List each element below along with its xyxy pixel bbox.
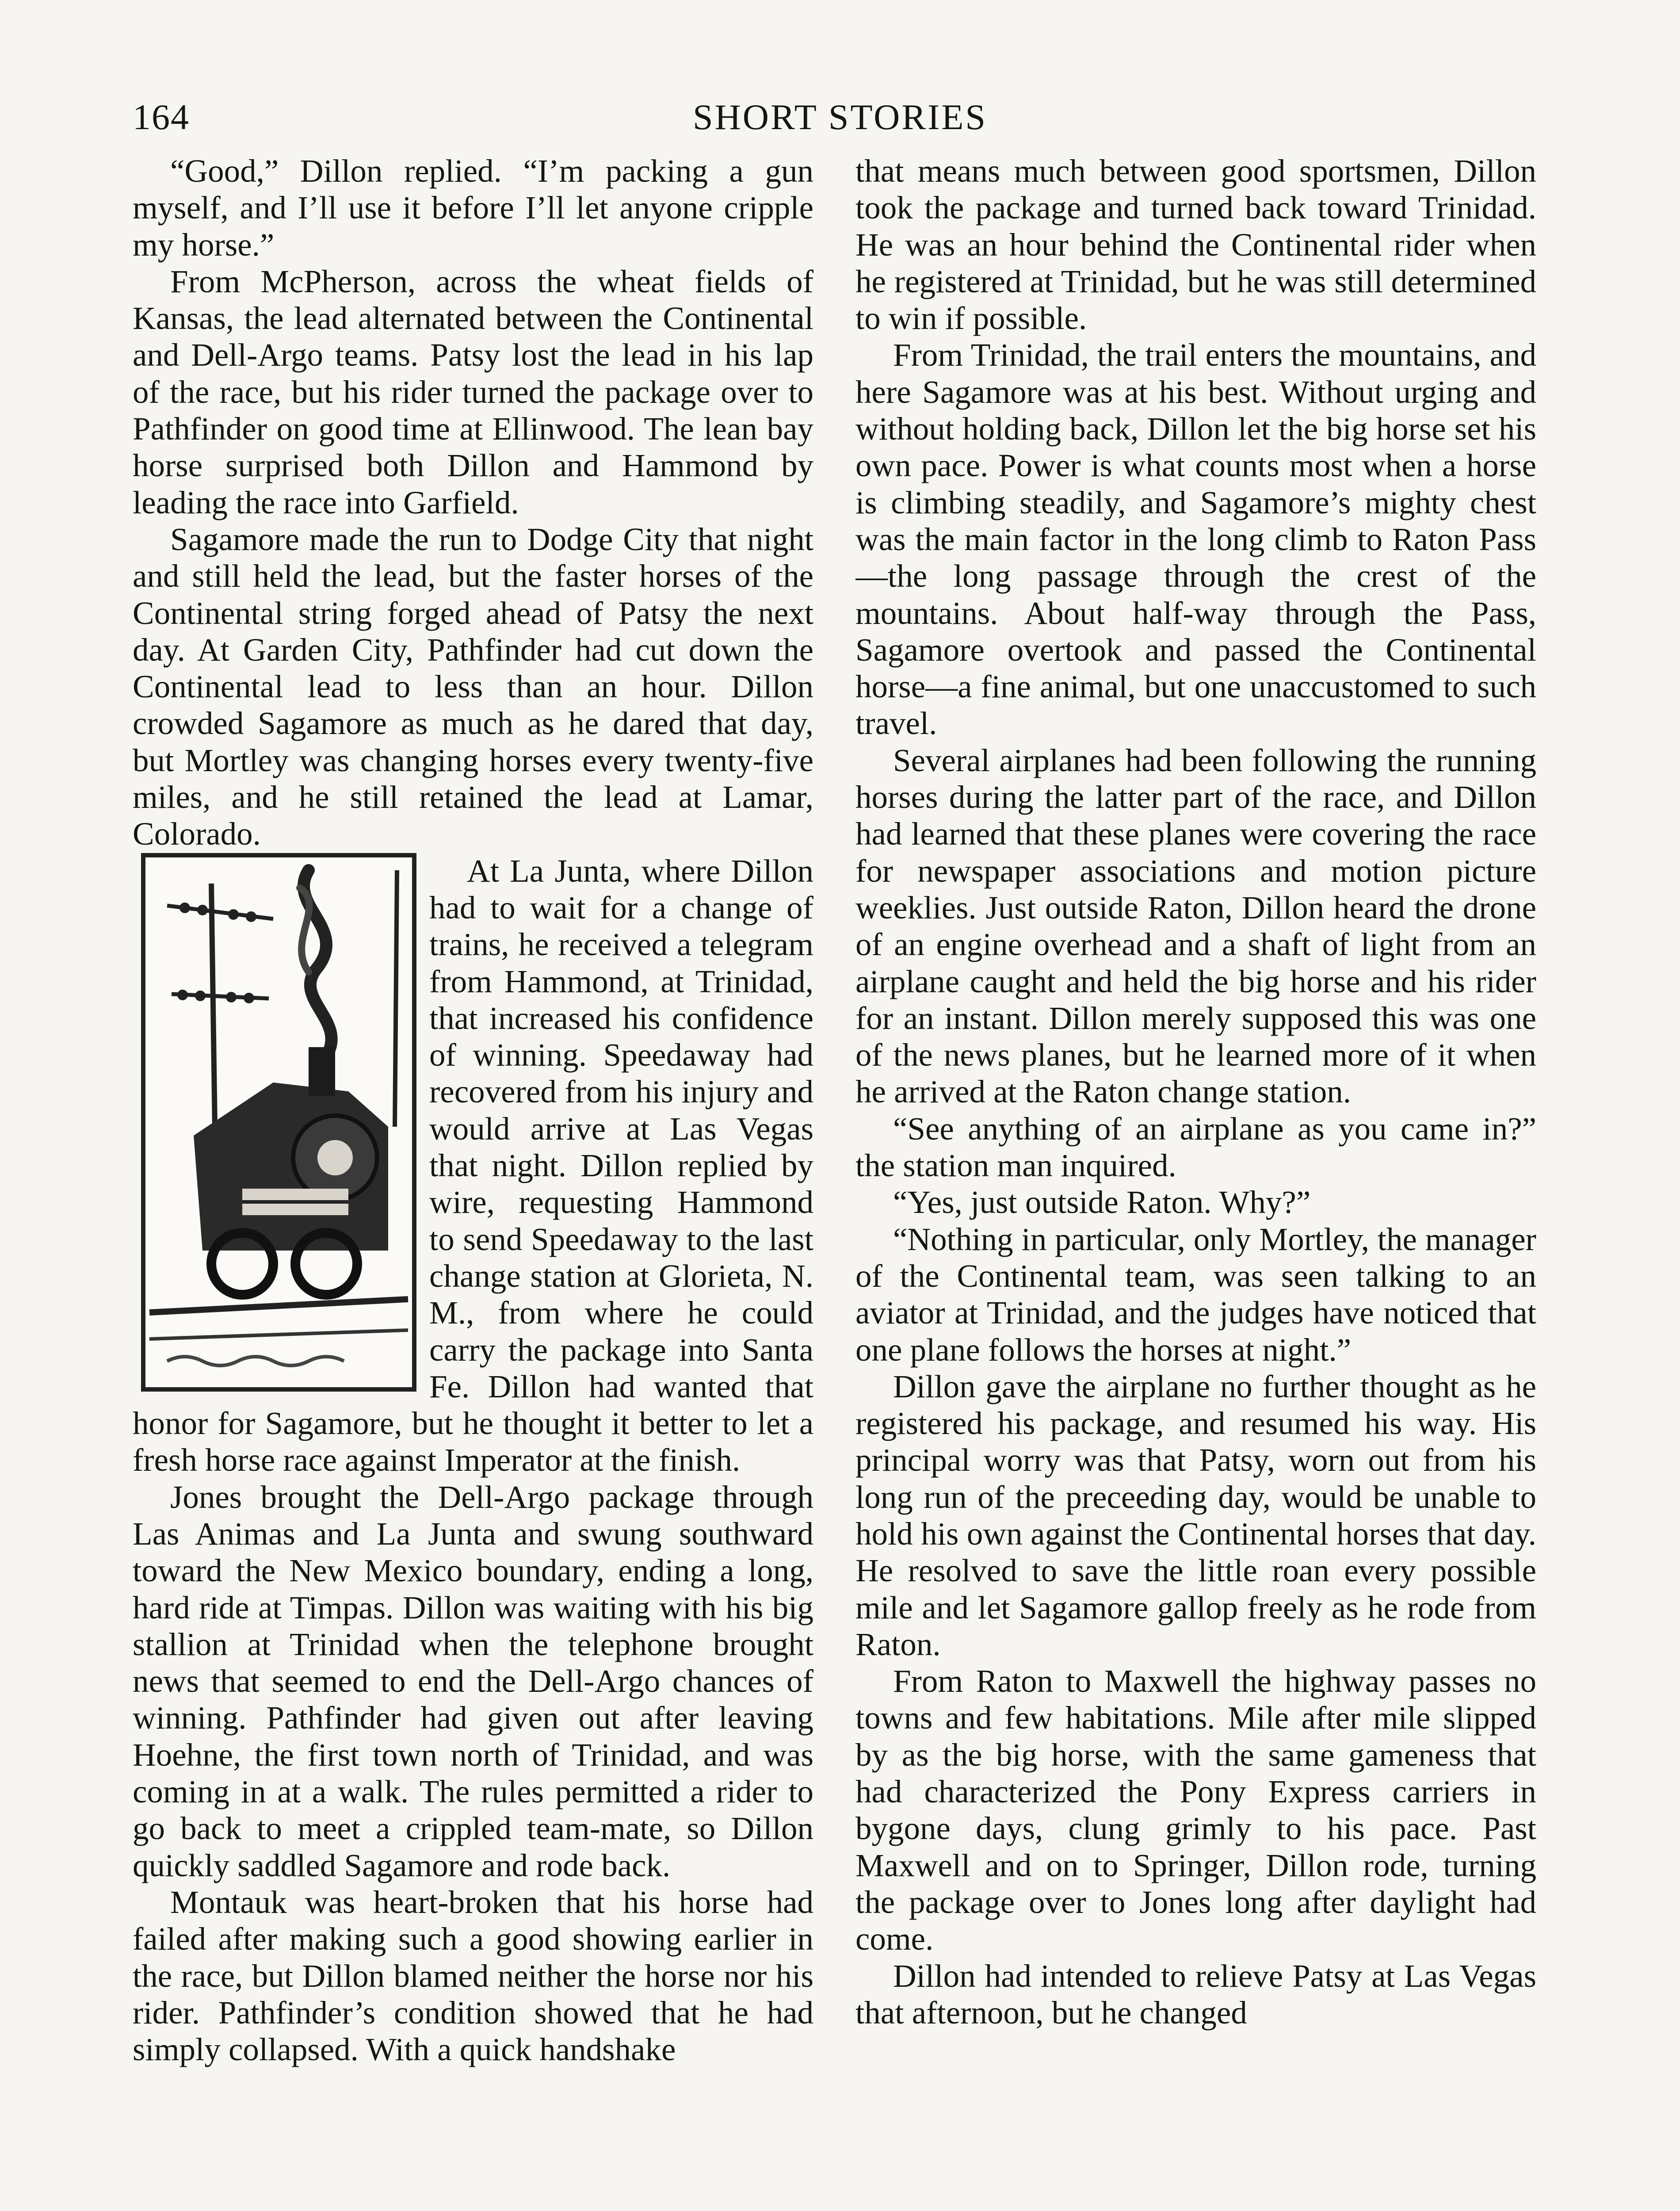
paragraph: “Good,” Dillon replied. “I’m packing a gun myself, and I’ll use it before I’ll let anyone cripple my horse.” xyxy=(133,153,813,263)
paragraph: From McPherson, across the wheat fields of Kansas, the lead alternated between the Continental and Dell-Argo teams. Patsy lost the lead in his lap of the race, but his rider turned the package over to Pathfinder on good time at Ellinwood. The lean bay horse surprised both Dillon and Hammond by leading the race into Garfield. xyxy=(133,263,813,520)
paragraph: “Yes, just outside Raton. Why?” xyxy=(893,1184,1311,1220)
paragraph: Several airplanes had been following the running horses during the latter part of the race, and Dillon had learned that these planes were covering the race for newspaper associations and motion picture weeklies. Just outside Raton, Dillon heard the drone of an engine overhead and a shaft of light from an airplane caught and held the big horse and his rider for an instant. Dillon merely supposed this was one of the news planes, but he learned more of it when he arrived at the Raton change station. xyxy=(855,742,1536,1110)
locomotive-illustration xyxy=(141,853,417,1392)
paragraph: Dillon had intended to relieve Patsy at Las Vegas that afternoon, but he changed xyxy=(855,1958,1536,2031)
paragraph: Montauk was heart-broken that his horse had failed after making such a good showing earlier in the race, but Dillon blamed neither the horse nor his rider. Pathfinder’s condition showed that he had simply collapsed. With a quick handshake xyxy=(133,1884,813,2068)
page-header xyxy=(133,93,1547,150)
locomotive-sketch-icon xyxy=(141,853,417,1392)
paragraph: Dillon gave the airplane no further thought as he registered his package, and resumed his way. His principal worry was that Patsy, worn out from his long run of the preceeding day, would be unable to hold his own against the Continental horses that day. He resolved to save the little roan every possible mile and let Sagamore gallop freely as he rode from Raton. xyxy=(855,1368,1536,1662)
paragraph: From Raton to Maxwell the highway passes no towns and few habitations. Mile after mile slipped by as the big horse, with the same gameness that had characterized the Pony Express carriers in bygone days, clung grimly to his pace. Past Maxwell and on to Springer, Dillon rode, turning the package over to Jones long after daylight had come. xyxy=(855,1663,1536,1957)
paragraph: From Trinidad, the trail enters the mountains, and here Sagamore was at his best. Without urging and without holding back, Dillon let the big horse set his own pace. Power is what counts most when a horse is climbing steadily, and Sagamore’s mighty chest was the main factor in the long climb to Raton Pass—the long passage through the crest of the mountains. About half-way through the Pass, Sagamore overtook and passed the Continental horse—a fine animal, but one unaccustomed to such travel. xyxy=(855,337,1536,742)
paragraph: “See anything of an airplane as you came in?” the station man inquired. xyxy=(855,1110,1536,1184)
right-column xyxy=(855,153,1536,2211)
page-number: 164 xyxy=(133,97,190,137)
paragraph: Sagamore made the run to Dodge City that night and still held the lead, but the faster horses of the Continental string forged ahead of Patsy the next day. At Garden City, Pathfinder had cut down the Continental lead to less than an hour. Dillon crowded Sagamore as much as he dared that day, but Mortley was changing horses every twenty-five miles, and he still retained the lead at Lamar, Colorado. xyxy=(133,521,813,852)
paragraph: that means much between good sportsmen, Dillon took the package and turned back toward Trinidad. He was an hour behind the Continental rider when he registered at Trinidad, but he was still determined to win if possible. xyxy=(855,153,1536,337)
paragraph: Jones brought the Dell-Argo package through Las Animas and La Junta and swung southward toward the New Mexico boundary, ending a long, hard ride at Timpas. Dillon was waiting with his big stallion at Trinidad when the telephone brought news that seemed to end the Dell-Argo chances of winning. Pathfinder had given out after leaving Hoehne, the first town north of Trinidad, and was coming in at a walk. The rules permitted a rider to go back to meet a crippled team-mate, so Dillon quickly saddled Sagamore and rode back. xyxy=(133,1479,813,1883)
paragraph: At La Junta, where Dillon had to wait for a change of trains, he received a telegram from Hammond, at Trinidad, that increased his confidence of winning. Speedaway had recovered from his injury and would arrive at Las Vegas that night. Dillon replied by wire, requesting Hammond to send Speedaway to the last change station at Glorieta, N. M., from where he could carry the package into Santa Fe. Dillon had wanted that honor for Sagamore, but he thought it better to let a fresh horse race against Imperator at the finish. xyxy=(133,853,813,1478)
paragraph: “Nothing in particular, only Mortley, the manager of the Continental team, was seen talking to an aviator at Trinidad, and the judges have noticed that one plane follows the horses at night.” xyxy=(855,1221,1536,1368)
running-title: SHORT STORIES xyxy=(692,97,988,137)
left-column xyxy=(133,153,813,2211)
